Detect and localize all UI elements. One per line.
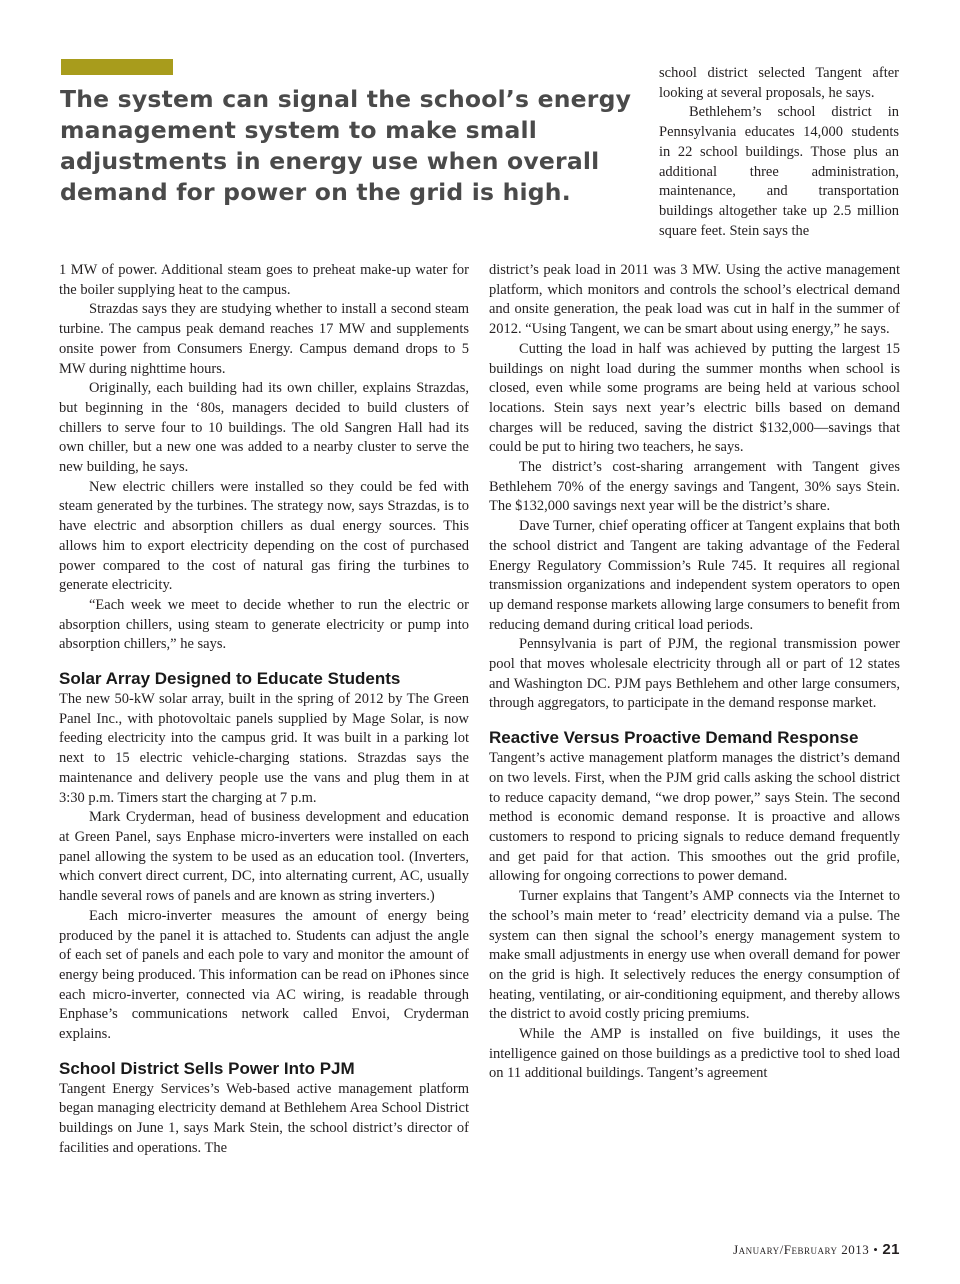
- pull-quote: The system can signal the school’s energy management system to make small adjustments in energy use when overall demand for power on the grid is high.: [60, 85, 632, 206]
- paragraph: Mark Cryderman, head of business development and education at Green Panel, says Enphase micro-inverters were installed on each panel allowing the system to be used as an education tool. (Inverters, which convert direct current, DC, into alternating current, AC, usually handle several rows of panels and are known as string inverters.): [59, 809, 469, 905]
- accent-bar: [61, 59, 173, 75]
- paragraph: While the AMP is installed on five buildings, it uses the intelligence gained on those buildings as a predictive tool to shed load on 11 additional buildings. Tangent’s agreement: [489, 1026, 900, 1082]
- paragraph: Cutting the load in half was achieved by putting the largest 15 buildings on night load during the summer months when school is closed, even while some programs are being held at various school locations. Stein says next year’s electric bills based on demand charges will be reduced, saving the district $132,000—savings that could be put to hiring two teachers, he says.: [489, 340, 900, 456]
- paragraph: school district selected Tangent after looking at several proposals, he says.: [659, 65, 899, 101]
- paragraph: 1 MW of power. Additional steam goes to preheat make-up water for the boiler supplying heat to the campus.: [59, 262, 469, 298]
- left-column: [59, 261, 469, 1159]
- paragraph: Bethlehem’s school district in Pennsylvania educates 14,000 students in 22 school buildings. Those plus an additional three administration, maintenance, and transportation buildings altogether take up 2.5 million square feet. Stein says the: [659, 104, 899, 239]
- paragraph: district’s peak load in 2011 was 3 MW. Using the active management platform, which monitors and controls the school’s electrical demand and onsite generation, the peak load was cut in half in the summer of 2012. “Using Tangent, we can be smart about using energy,” he says.: [489, 262, 900, 338]
- paragraph: Turner explains that Tangent’s AMP connects via the Internet to the school’s main meter to ‘read’ electricity demand via a pulse. The system can then signal the school’s energy management system to make small adjustments in energy use when overall demand for power on the grid is high. It selectively reduces the energy consumption of heating, ventilating, or air-conditioning equipment, and thereby allows the district to avoid costly pricing premiums.: [489, 888, 900, 1023]
- page-number: 21: [882, 1241, 900, 1258]
- right-top-column: [659, 64, 899, 241]
- paragraph: New electric chillers were installed so they could be fed with steam generated by the turbines. The strategy now, says Strazdas, is to have electric and absorption chillers as dual energy sources. This allows him to export electricity depending on the cost of purchased power compared to the cost of natural gas firing the turbines to generate electricity.: [59, 478, 469, 594]
- footer-bullet: •: [873, 1242, 879, 1257]
- section-heading-solar-array: Solar Array Designed to Educate Students: [59, 669, 401, 689]
- paragraph: Dave Turner, chief operating officer at Tangent explains that both the school district and Tangent are taking advantage of the Federal Energy Regulatory Commission’s Rule 745. It requires all regional transmission organizations and independent system operators to open up demand response markets allowing large consumers to benefit from reducing demand during critical load periods.: [489, 518, 900, 633]
- section-heading-school-district: School District Sells Power Into PJM: [59, 1058, 355, 1078]
- section-heading-demand-response: Reactive Versus Proactive Demand Response: [489, 728, 859, 748]
- paragraph: The new 50-kW solar array, built in the spring of 2012 by The Green Panel Inc., with photovoltaic panels supplied by Mage Solar, is now feeding electricity into the campus grid. It was built in a parking lot next to 15 electric vehicle-charging stations. Strazdas says the maintenance and delivery people use the vans and plug them in at 3:30 p.m. Timers start the charging at 7 p.m.: [59, 691, 469, 806]
- paragraph: Originally, each building had its own chiller, explains Strazdas, but beginning in the ‘80s, managers decided to build clusters of chillers to serve four to 10 buildings. The old Sangren Hall had its own chiller, but a new one was added to a nearby cluster to serve the new building, he says.: [59, 380, 469, 476]
- issue-date: January/February 2013: [733, 1242, 870, 1257]
- paragraph: Tangent’s active management platform manages the district’s demand on two levels. First, when the PJM grid calls asking the school district to reduce capacity demand, “we drop power,” says Stein. The second method is economic demand response. It is proactive and allows customers to respond to pricing signals to reduce demand frequently and get paid for that action. This smoothes out the grid profile, allowing for ongoing corrections to power demand.: [489, 750, 900, 885]
- right-column: [489, 261, 900, 1084]
- paragraph: Strazdas says they are studying whether to install a second steam turbine. The campus peak demand reaches 17 MW and supplements onsite power from Consumers Energy. Campus demand drops to 5 MW during nighttime hours.: [59, 301, 469, 377]
- paragraph: “Each week we meet to decide whether to run the electric or absorption chillers, using steam to generate electricity or pump into absorption chillers,” he says.: [59, 596, 469, 653]
- paragraph: Tangent Energy Services’s Web-based active management platform began managing electricity demand at Bethlehem Area School District buildings on June 1, says Mark Stein, the school district’s director of facilities and operations. The: [59, 1080, 469, 1156]
- paragraph: Each micro-inverter measures the amount of energy being produced by the panel it is attached to. Students can adjust the angle of each set of panels and each pole to vary and monitor the amount of energy being produced. This information can be read on iPhones since each micro-inverter, connected via AC wiring, is readable through Enphase’s communications network called Envoi, Cryderman explains.: [59, 907, 469, 1043]
- paragraph: Pennsylvania is part of PJM, the regional transmission power pool that moves wholesale electricity through all or part of 12 states and Washington DC. PJM pays Bethlehem and other large consumers, through aggregators, to participate in the demand response market.: [489, 636, 900, 712]
- paragraph: The district’s cost-sharing arrangement with Tangent gives Bethlehem 70% of the energy savings and Tangent, 30% says Stein. The $132,000 savings next year will be the district’s share.: [489, 459, 900, 515]
- page-footer: [733, 1241, 900, 1258]
